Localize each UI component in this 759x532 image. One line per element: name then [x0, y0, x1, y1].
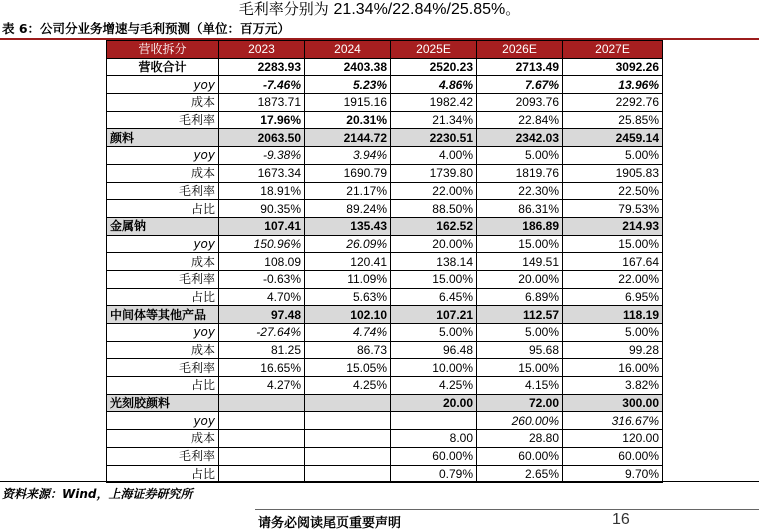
table-row — [107, 430, 663, 448]
table-row — [107, 324, 663, 342]
table-row — [107, 76, 663, 94]
value-cell: 90.35% — [219, 200, 305, 218]
value-cell: 2292.76 — [563, 94, 663, 112]
source-note: 资料来源：Wind，上海证券研究所 — [2, 487, 193, 501]
value-cell: 15.00% — [477, 359, 563, 377]
row-label: 毛利率 — [107, 447, 219, 465]
section-row — [107, 394, 663, 412]
row-label: yoy — [107, 76, 219, 94]
value-cell: 4.25% — [391, 377, 477, 395]
intro-sentence — [0, 0, 759, 20]
value-cell: 2063.50 — [219, 129, 305, 147]
table-row — [107, 111, 663, 129]
value-cell: 316.67% — [563, 412, 663, 430]
header-label-cell: 营收拆分 — [107, 41, 219, 59]
value-cell: 16.65% — [219, 359, 305, 377]
header-year-cell: 2025E — [391, 41, 477, 59]
table-row — [107, 147, 663, 165]
value-cell: 0.79% — [391, 465, 477, 483]
value-cell: 89.24% — [305, 200, 391, 218]
value-cell — [305, 430, 391, 448]
value-cell: 2230.51 — [391, 129, 477, 147]
value-cell — [305, 394, 391, 412]
header-year-cell: 2023 — [219, 41, 305, 59]
value-cell: 22.50% — [563, 182, 663, 200]
total-row — [107, 58, 663, 76]
table-row — [107, 359, 663, 377]
value-cell: 16.00% — [563, 359, 663, 377]
value-cell: 25.85% — [563, 111, 663, 129]
value-cell: 1739.80 — [391, 164, 477, 182]
row-label: 成本 — [107, 341, 219, 359]
row-label: 成本 — [107, 430, 219, 448]
row-label: 占比 — [107, 288, 219, 306]
value-cell: 8.00 — [391, 430, 477, 448]
value-cell: 135.43 — [305, 217, 391, 235]
value-cell: 2144.72 — [305, 129, 391, 147]
value-cell: 3092.26 — [563, 58, 663, 76]
value-cell: 21.17% — [305, 182, 391, 200]
value-cell: 2713.49 — [477, 58, 563, 76]
header-year-cell: 2026E — [477, 41, 563, 59]
section-row — [107, 217, 663, 235]
value-cell: 138.14 — [391, 253, 477, 271]
value-cell: 9.70% — [563, 465, 663, 483]
value-cell: 107.21 — [391, 306, 477, 324]
value-cell: 2459.14 — [563, 129, 663, 147]
value-cell: 22.30% — [477, 182, 563, 200]
table-row — [107, 288, 663, 306]
row-label: 中间体等其他产品 — [107, 306, 219, 324]
footer-disclaimer: 请务必阅读尾页重要声明 — [258, 516, 402, 531]
row-label: yoy — [107, 147, 219, 165]
value-cell: 120.41 — [305, 253, 391, 271]
value-cell: 81.25 — [219, 341, 305, 359]
value-cell: 3.82% — [563, 377, 663, 395]
row-label: 成本 — [107, 94, 219, 112]
table-row — [107, 253, 663, 271]
value-cell: 2403.38 — [305, 58, 391, 76]
value-cell: 4.25% — [305, 377, 391, 395]
value-cell — [219, 447, 305, 465]
value-cell: 10.00% — [391, 359, 477, 377]
value-cell: 108.09 — [219, 253, 305, 271]
value-cell: 4.74% — [305, 324, 391, 342]
value-cell: -7.46% — [219, 76, 305, 94]
table-row — [107, 341, 663, 359]
value-cell: 79.53% — [563, 200, 663, 218]
value-cell — [219, 394, 305, 412]
value-cell: 60.00% — [477, 447, 563, 465]
value-cell: 6.95% — [563, 288, 663, 306]
value-cell: 4.15% — [477, 377, 563, 395]
value-cell: 22.84% — [477, 111, 563, 129]
value-cell — [305, 447, 391, 465]
table-header-row — [107, 41, 663, 59]
value-cell: 97.48 — [219, 306, 305, 324]
value-cell: 20.00% — [477, 270, 563, 288]
table-row — [107, 235, 663, 253]
value-cell: 186.89 — [477, 217, 563, 235]
value-cell: 95.68 — [477, 341, 563, 359]
value-cell: 88.50% — [391, 200, 477, 218]
value-cell: 2342.03 — [477, 129, 563, 147]
value-cell: 60.00% — [391, 447, 477, 465]
value-cell: 150.96% — [219, 235, 305, 253]
intro-margin-values: 21.34%/22.84%/25.85% — [333, 1, 506, 18]
value-cell: 7.67% — [477, 76, 563, 94]
table-row — [107, 200, 663, 218]
value-cell: 21.34% — [391, 111, 477, 129]
table-row — [107, 164, 663, 182]
value-cell: 2520.23 — [391, 58, 477, 76]
value-cell: 17.96% — [219, 111, 305, 129]
value-cell: 120.00 — [563, 430, 663, 448]
value-cell: 11.09% — [305, 270, 391, 288]
value-cell: 162.52 — [391, 217, 477, 235]
page-number: 16 — [612, 511, 630, 528]
value-cell: 20.00% — [391, 235, 477, 253]
intro-prefix: 毛利率分别为 — [238, 0, 334, 18]
value-cell: -0.63% — [219, 270, 305, 288]
value-cell: 3.94% — [305, 147, 391, 165]
value-cell: 5.00% — [563, 324, 663, 342]
value-cell: 99.28 — [563, 341, 663, 359]
value-cell: 1873.71 — [219, 94, 305, 112]
value-cell: 15.00% — [391, 270, 477, 288]
value-cell: 149.51 — [477, 253, 563, 271]
value-cell: 15.00% — [477, 235, 563, 253]
value-cell: 20.31% — [305, 111, 391, 129]
value-cell: 22.00% — [563, 270, 663, 288]
row-label: 占比 — [107, 465, 219, 483]
value-cell: 72.00 — [477, 394, 563, 412]
row-label: 毛利率 — [107, 182, 219, 200]
value-cell: 2093.76 — [477, 94, 563, 112]
value-cell: 60.00% — [563, 447, 663, 465]
value-cell: 6.45% — [391, 288, 477, 306]
row-label: yoy — [107, 412, 219, 430]
value-cell: 96.48 — [391, 341, 477, 359]
value-cell: 2.65% — [477, 465, 563, 483]
row-label: 营收合计 — [107, 58, 219, 76]
value-cell: 22.00% — [391, 182, 477, 200]
row-label: 光刻胶颜料 — [107, 394, 219, 412]
value-cell: -27.64% — [219, 324, 305, 342]
row-label: 毛利率 — [107, 270, 219, 288]
value-cell: 300.00 — [563, 394, 663, 412]
value-cell: 1915.16 — [305, 94, 391, 112]
value-cell: 107.41 — [219, 217, 305, 235]
value-cell: 214.93 — [563, 217, 663, 235]
table-row — [107, 94, 663, 112]
value-cell: 4.86% — [391, 76, 477, 94]
value-cell: 2283.93 — [219, 58, 305, 76]
value-cell: 1905.83 — [563, 164, 663, 182]
value-cell: 5.00% — [391, 324, 477, 342]
source-divider — [0, 481, 759, 482]
value-cell: 4.00% — [391, 147, 477, 165]
section-row — [107, 129, 663, 147]
value-cell — [391, 412, 477, 430]
value-cell: 5.23% — [305, 76, 391, 94]
value-cell: 1982.42 — [391, 94, 477, 112]
value-cell: 4.70% — [219, 288, 305, 306]
row-label: 金属钠 — [107, 217, 219, 235]
value-cell: 6.89% — [477, 288, 563, 306]
value-cell — [219, 430, 305, 448]
table-body — [107, 41, 663, 483]
row-label: 占比 — [107, 377, 219, 395]
value-cell — [305, 412, 391, 430]
row-label: 毛利率 — [107, 111, 219, 129]
value-cell: 118.19 — [563, 306, 663, 324]
intro-suffix: 。 — [505, 0, 521, 18]
row-label: 占比 — [107, 200, 219, 218]
value-cell: 28.80 — [477, 430, 563, 448]
header-year-cell: 2024 — [305, 41, 391, 59]
value-cell: 86.73 — [305, 341, 391, 359]
value-cell: 5.63% — [305, 288, 391, 306]
section-row — [107, 306, 663, 324]
value-cell: 18.91% — [219, 182, 305, 200]
row-label: yoy — [107, 235, 219, 253]
value-cell: 13.96% — [563, 76, 663, 94]
value-cell: 15.00% — [563, 235, 663, 253]
table-row — [107, 182, 663, 200]
table-row — [107, 412, 663, 430]
value-cell: 5.00% — [477, 324, 563, 342]
value-cell: 102.10 — [305, 306, 391, 324]
value-cell: 15.05% — [305, 359, 391, 377]
value-cell: 20.00 — [391, 394, 477, 412]
value-cell: 86.31% — [477, 200, 563, 218]
value-cell: -9.38% — [219, 147, 305, 165]
value-cell — [219, 412, 305, 430]
value-cell: 5.00% — [477, 147, 563, 165]
value-cell: 1673.34 — [219, 164, 305, 182]
value-cell: 260.00% — [477, 412, 563, 430]
table-row — [107, 377, 663, 395]
value-cell: 1690.79 — [305, 164, 391, 182]
table-row — [107, 270, 663, 288]
revenue-breakdown-table — [106, 40, 663, 483]
footer-divider — [255, 509, 759, 510]
row-label: 成本 — [107, 164, 219, 182]
row-label: yoy — [107, 324, 219, 342]
value-cell: 1819.76 — [477, 164, 563, 182]
row-label: 毛利率 — [107, 359, 219, 377]
value-cell: 26.09% — [305, 235, 391, 253]
header-year-cell: 2027E — [563, 41, 663, 59]
table-caption: 表 6：公司分业务增速与毛利预测（单位：百万元） — [2, 21, 291, 36]
table-row — [107, 447, 663, 465]
value-cell: 167.64 — [563, 253, 663, 271]
value-cell: 4.27% — [219, 377, 305, 395]
value-cell: 112.57 — [477, 306, 563, 324]
row-label: 成本 — [107, 253, 219, 271]
row-label: 颜料 — [107, 129, 219, 147]
value-cell: 5.00% — [563, 147, 663, 165]
